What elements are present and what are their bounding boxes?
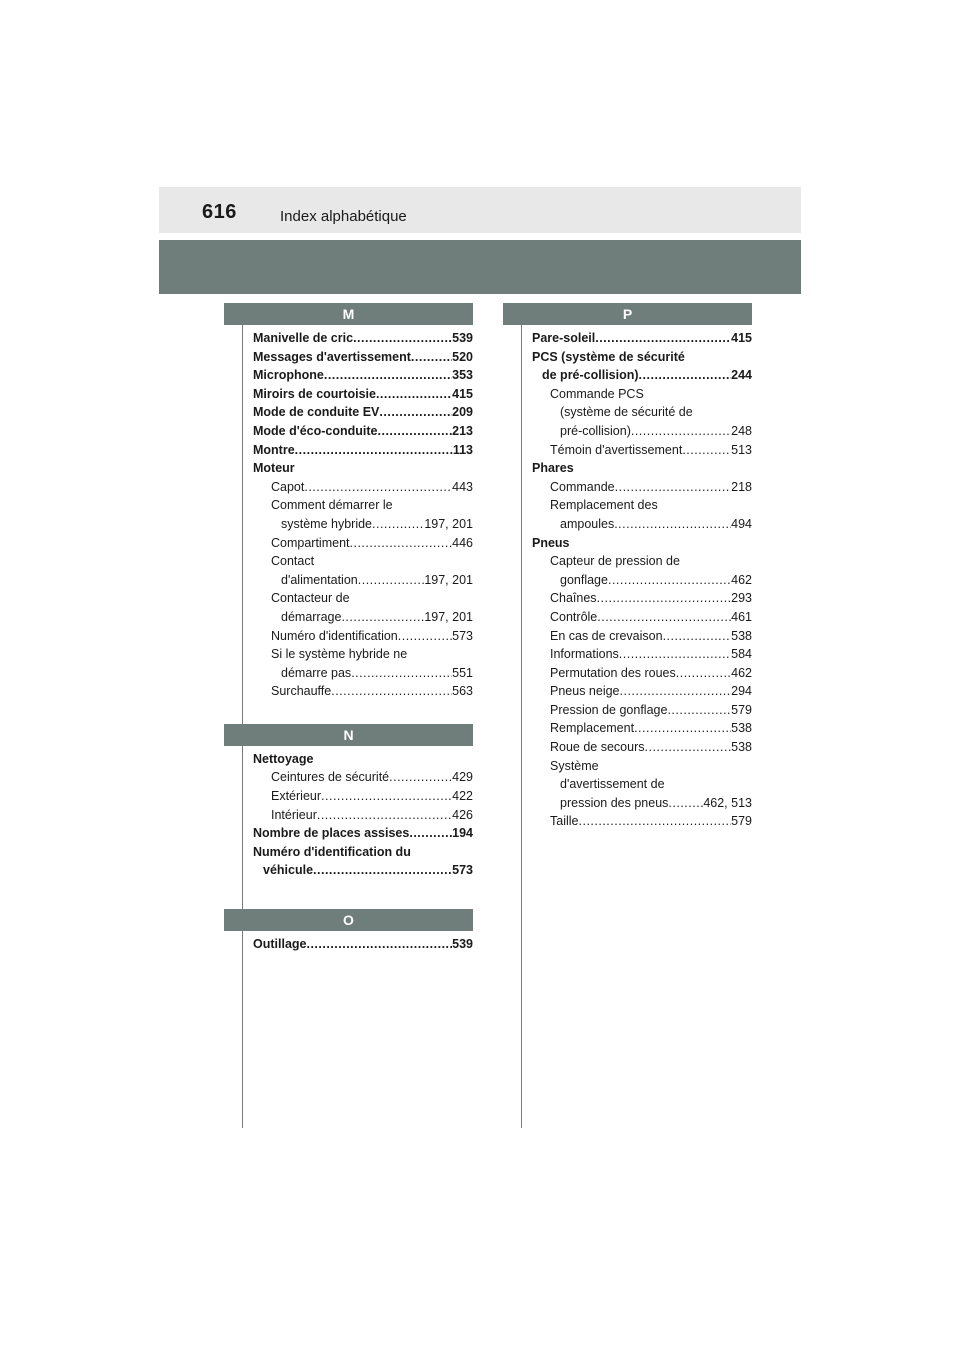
index-subentry: Taille ..... 579 xyxy=(532,812,752,831)
page-number: 616 xyxy=(202,201,237,223)
section-o-entries xyxy=(243,931,473,954)
index-subentry-line: (système de sécurité de xyxy=(560,405,693,420)
section-header-p: P xyxy=(503,303,752,325)
index-subentry-line: Commande PCS xyxy=(550,386,644,401)
index-heading: Moteur xyxy=(253,461,295,476)
index-entry: Messages d'avertissement ..... 520 xyxy=(253,348,473,367)
section-header-n: N xyxy=(224,724,473,746)
index-subentry-line: Comment démarrer le xyxy=(271,498,393,513)
index-subentry: d'alimentation ..... 197, 201 xyxy=(253,571,473,590)
index-subentry-line: Si le système hybride ne xyxy=(271,647,408,662)
index-subentry: Chaînes ..... 293 xyxy=(532,589,752,608)
index-subentry: pré-collision) ..... 248 xyxy=(532,422,752,441)
index-entry: Pare-soleil ..... 415 xyxy=(532,329,752,348)
index-subentry: Compartiment ..... 446 xyxy=(253,534,473,553)
index-entry: Mode de conduite EV ..... 209 xyxy=(253,403,473,422)
index-entry: Mode d'éco-conduite ..... 213 xyxy=(253,422,473,441)
index-subentry: Commande ..... 218 xyxy=(532,478,752,497)
index-subentry: Ceintures de sécurité ..... 429 xyxy=(253,768,473,787)
index-subentry: Pneus neige ..... 294 xyxy=(532,682,752,701)
index-subentry-line: Remplacement des xyxy=(550,498,658,513)
index-subentry: Surchauffe ..... 563 xyxy=(253,682,473,701)
page-header xyxy=(159,187,801,233)
section-n-entries xyxy=(243,746,473,880)
index-subentry: gonflage ..... 462 xyxy=(532,571,752,590)
left-column xyxy=(242,303,473,1128)
index-subentry: Permutation des roues ..... 462 xyxy=(532,664,752,683)
index-subentry: Numéro d'identification ..... 573 xyxy=(253,627,473,646)
index-entry: véhicule ..... 573 xyxy=(253,861,473,880)
index-subentry: Contrôle ..... 461 xyxy=(532,608,752,627)
index-subentry: Roue de secours ..... 538 xyxy=(532,738,752,757)
index-subentry: En cas de crevaison ..... 538 xyxy=(532,627,752,646)
page-title: Index alphabétique xyxy=(280,208,407,225)
index-subentry: Remplacement ..... 538 xyxy=(532,719,752,738)
index-entry: Outillage ..... 539 xyxy=(253,935,473,954)
index-subentry: Intérieur ..... 426 xyxy=(253,806,473,825)
index-subentry: système hybride ..... 197, 201 xyxy=(253,515,473,534)
index-subentry-line: Capteur de pression de xyxy=(550,554,680,569)
index-heading: Phares xyxy=(532,461,574,476)
index-subentry: Témoin d'avertissement ..... 513 xyxy=(532,441,752,460)
section-p-entries xyxy=(522,325,752,831)
index-subentry-line: Contacteur de xyxy=(271,591,350,606)
index-subentry-line: d'avertissement de xyxy=(560,777,665,792)
header-band xyxy=(159,240,801,294)
index-subentry: Capot ..... 443 xyxy=(253,478,473,497)
index-subentry-line: Système xyxy=(550,758,599,773)
index-subentry: démarre pas ..... 551 xyxy=(253,664,473,683)
index-subentry: pression des pneus ..... 462, 513 xyxy=(532,794,752,813)
index-entry: Miroirs de courtoisie ..... 415 xyxy=(253,385,473,404)
right-column xyxy=(521,303,752,1128)
index-heading: Nettoyage xyxy=(253,751,314,766)
section-header-o: O xyxy=(224,909,473,931)
index-heading: Pneus xyxy=(532,535,570,550)
index-entry: Nombre de places assises ..... 194 xyxy=(253,824,473,843)
index-subentry: ampoules ..... 494 xyxy=(532,515,752,534)
section-m-entries xyxy=(243,325,473,701)
index-subentry: Pression de gonflage ..... 579 xyxy=(532,701,752,720)
index-subentry: démarrage ..... 197, 201 xyxy=(253,608,473,627)
index-entry: de pré-collision) ..... 244 xyxy=(532,366,752,385)
index-entry: Microphone ..... 353 xyxy=(253,366,473,385)
index-subentry: Informations ..... 584 xyxy=(532,645,752,664)
index-entry: Montre ..... 113 xyxy=(253,441,473,460)
index-entry-line: PCS (système de sécurité xyxy=(532,349,685,364)
section-header-m: M xyxy=(224,303,473,325)
index-entry-line: Numéro d'identification du xyxy=(253,844,411,859)
index-entry: Manivelle de cric ..... 539 xyxy=(253,329,473,348)
index-subentry-line: Contact xyxy=(271,554,315,569)
index-subentry: Extérieur ..... 422 xyxy=(253,787,473,806)
